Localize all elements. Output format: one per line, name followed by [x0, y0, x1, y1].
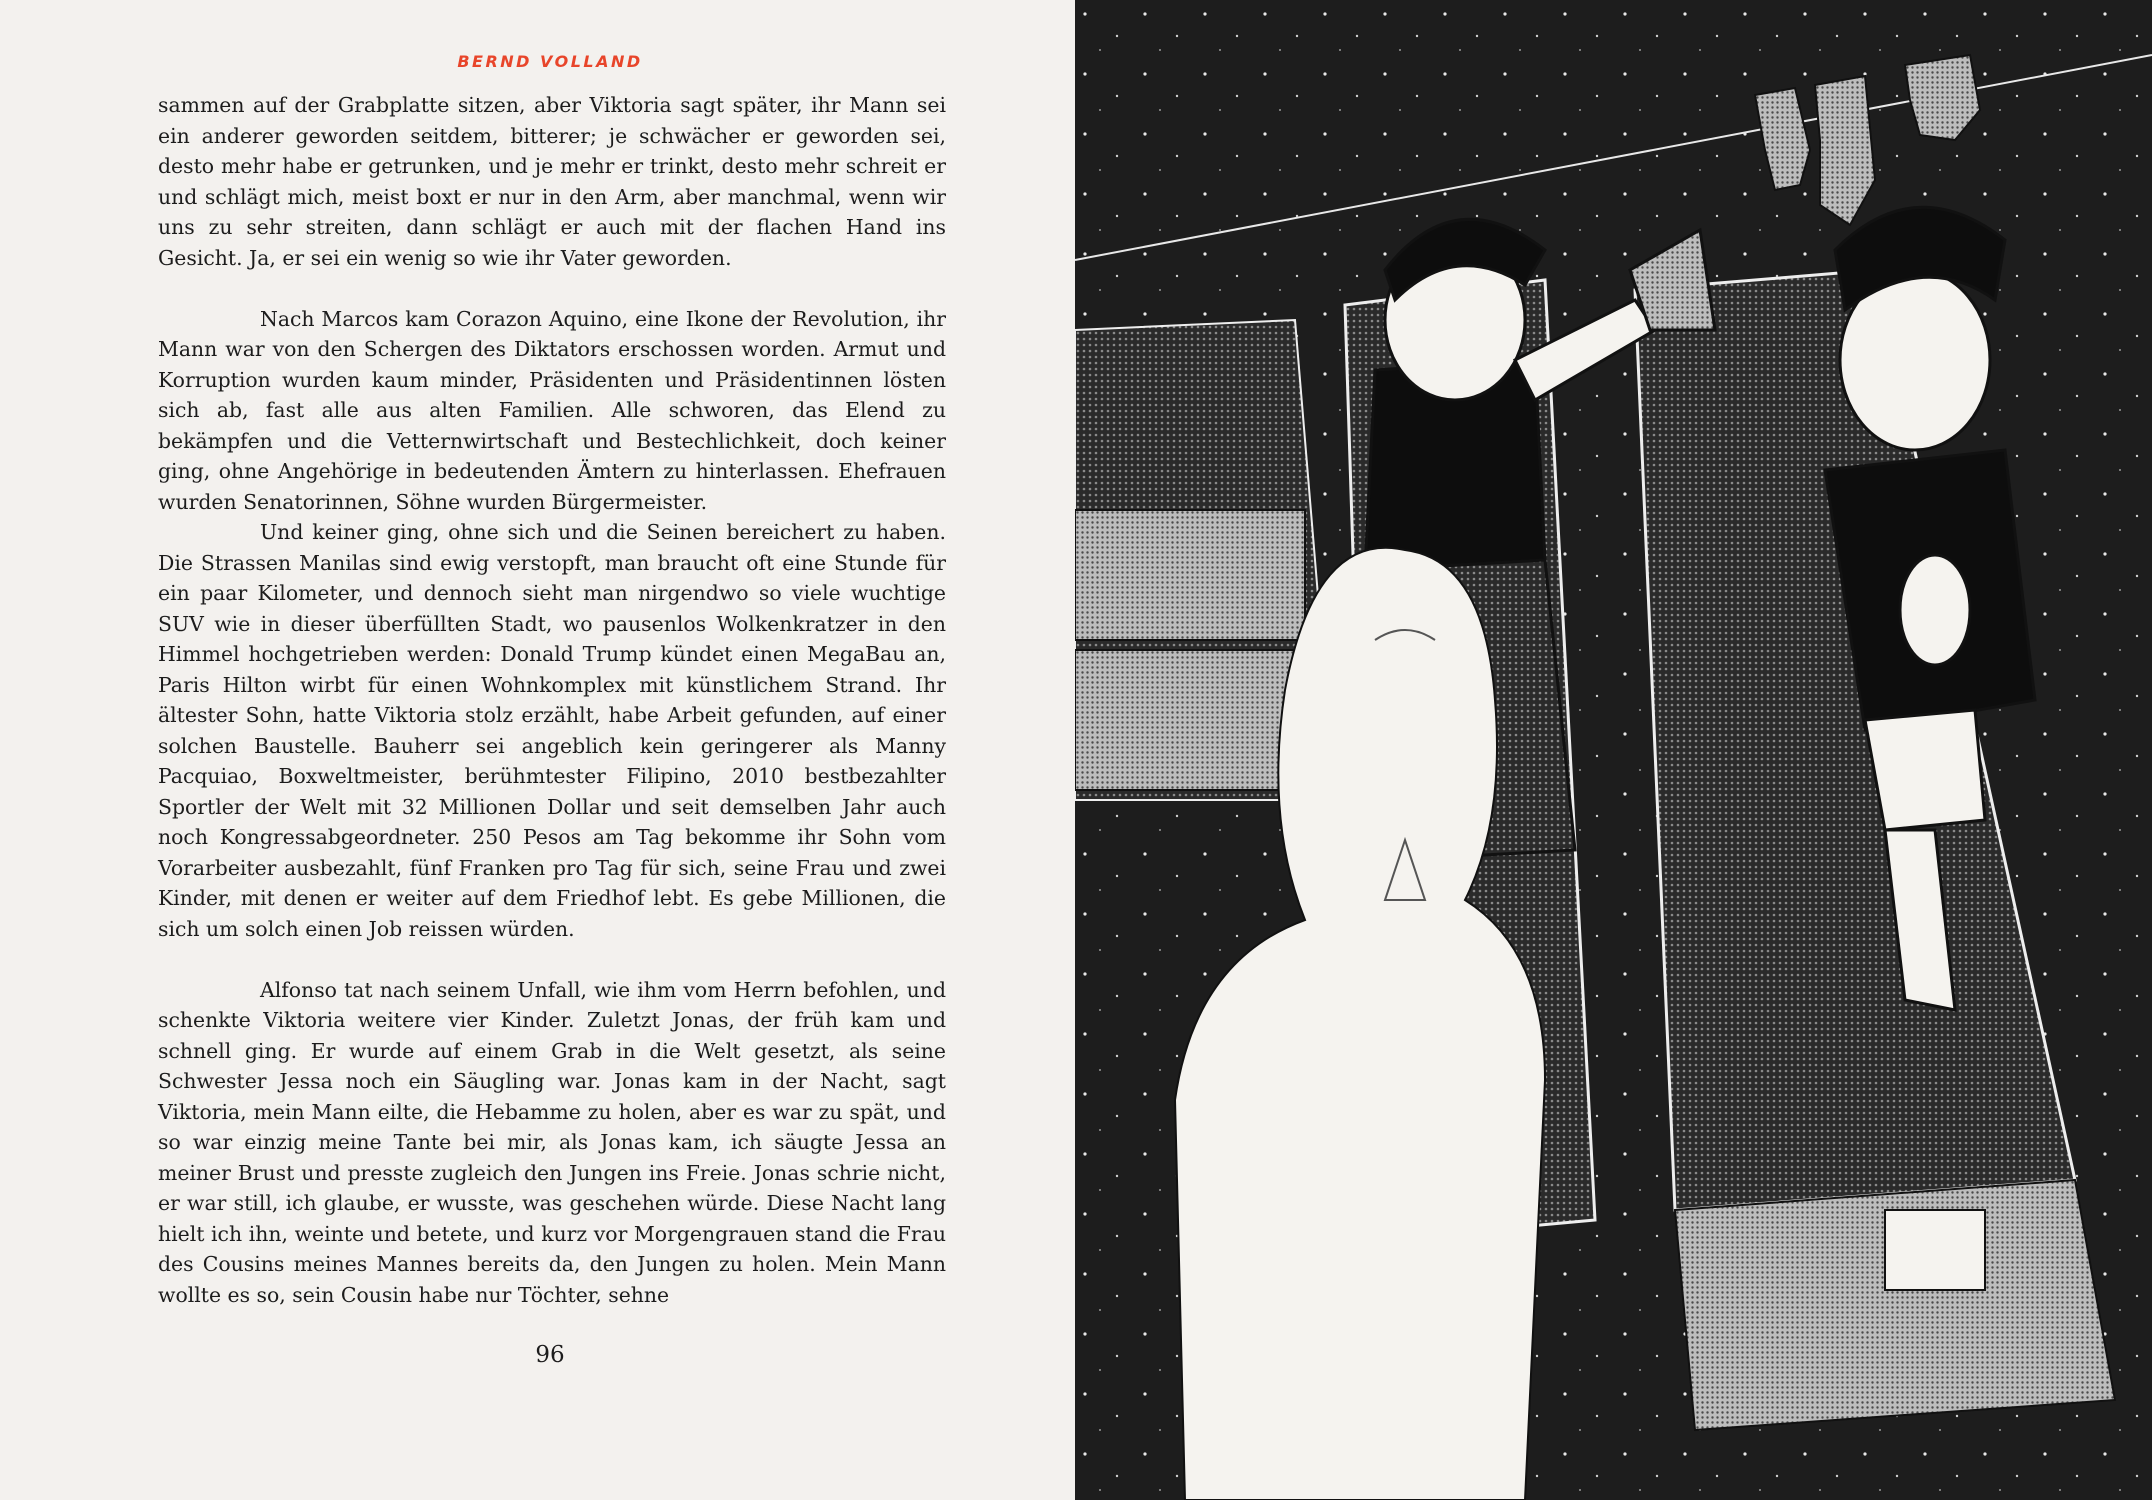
body-text: [158, 90, 946, 1310]
paragraph: Und keiner ging, ohne sich und die Seinen bereichert zu haben. Die Strassen Manilas sind ewig verstopft, man braucht oft eine Stunde für ein paar Kilometer, und dennoch sieht man nirgendwo so viele wuchtige SUV wie in dieser überfüllten Stadt, wo pausenlos Wolkenkratzer in den Himmel hochgetrieben werden: Donald Trump kündet einen MegaBau an, Paris Hilton wirbt für einen Wohnkomplex mit künstlichem Strand. Ihr ältester Sohn, hatte Viktoria stolz erzählt, habe Arbeit gefunden, auf einer solchen Baustelle. Bauherr sei angeblich kein geringerer als Manny Pacquiao, Boxweltmeister, berühmtester Filipino, 2010 bestbezahlter Sportler der Welt mit 32 Millionen Dollar und seit demselben Jahr auch noch Kongressabgeordneter. 250 Pesos am Tag bekomme ihr Sohn vom Vorarbeiter ausbezahlt, fünf Franken pro Tag für sich, seine Frau und zwei Kinder, mit denen er weiter auf dem Friedhof lebt. Es gebe Millionen, die sich um solch einen Job reissen würden.: [158, 520, 946, 941]
paragraph-continued: sammen auf der Grabplatte sitzen, aber Viktoria sagt später, ihr Mann sei ein anderer geworden seitdem, bitterer; je schwächer er geworden sei, desto mehr habe er getrunken, und je mehr er trinkt, desto mehr schreit er und schlägt mich, meist boxt er nur in den Arm, aber manchmal, wenn wir uns zu sehr streiten, dann schlägt er auch mit der flachen Hand ins Gesicht. Ja, er sei ein wenig so wie ihr Vater geworden.: [158, 93, 946, 270]
cemetery-illustration: [1075, 0, 2152, 1500]
running-head: BERND VOLLAND: [457, 52, 643, 71]
illustration-page: [1075, 0, 2152, 1500]
paragraph: Alfonso tat nach seinem Unfall, wie ihm vom Herrn befohlen, und schenkte Viktoria weitere vier Kinder. Zuletzt Jonas, der früh kam und schnell ging. Er wurde auf einem Grab in die Welt gesetzt, als seine Schwester Jessa noch ein Säugling war. Jonas kam in der Nacht, sagt Viktoria, mein Mann eilte, die Hebamme zu holen, aber es war zu spät, und so war einzig meine Tante bei mir, als Jonas kam, ich säugte Jessa an meiner Brust und presste zugleich den Jungen ins Freie. Jonas schrie nicht, er war still, ich glaube, er wusste, was geschehen würde. Diese Nacht lang hielt ich ihn, weinte und betete, und kurz vor Morgengrauen stand die Frau des Cousins meines Mannes bereits da, den Jungen zu holen. Mein Mann wollte es so, sein Cousin habe nur Töchter, sehne: [158, 977, 946, 1307]
left-page: [0, 0, 1075, 1500]
page-number: 96: [535, 1342, 565, 1368]
coffin-plaque: [1885, 1210, 1985, 1290]
paragraph: Nach Marcos kam Corazon Aquino, eine Ikone der Revolution, ihr Mann war von den Schergen des Diktators erschossen worden. Armut und Korruption wurden kaum minder, Präsidenten und Präsidentinnen lösten sich ab, fast alle aus alten Familien. Alle schworen, das Elend zu bekämpfen und die Vetternwirtschaft und Bestechlichkeit, doch keiner ging, ohne Angehörige in bedeutenden Ämtern zu hinterlassen. Ehefrauen wurden Senatorinnen, Söhne wurden Bürgermeister.: [158, 306, 946, 514]
baby: [1900, 555, 1970, 665]
